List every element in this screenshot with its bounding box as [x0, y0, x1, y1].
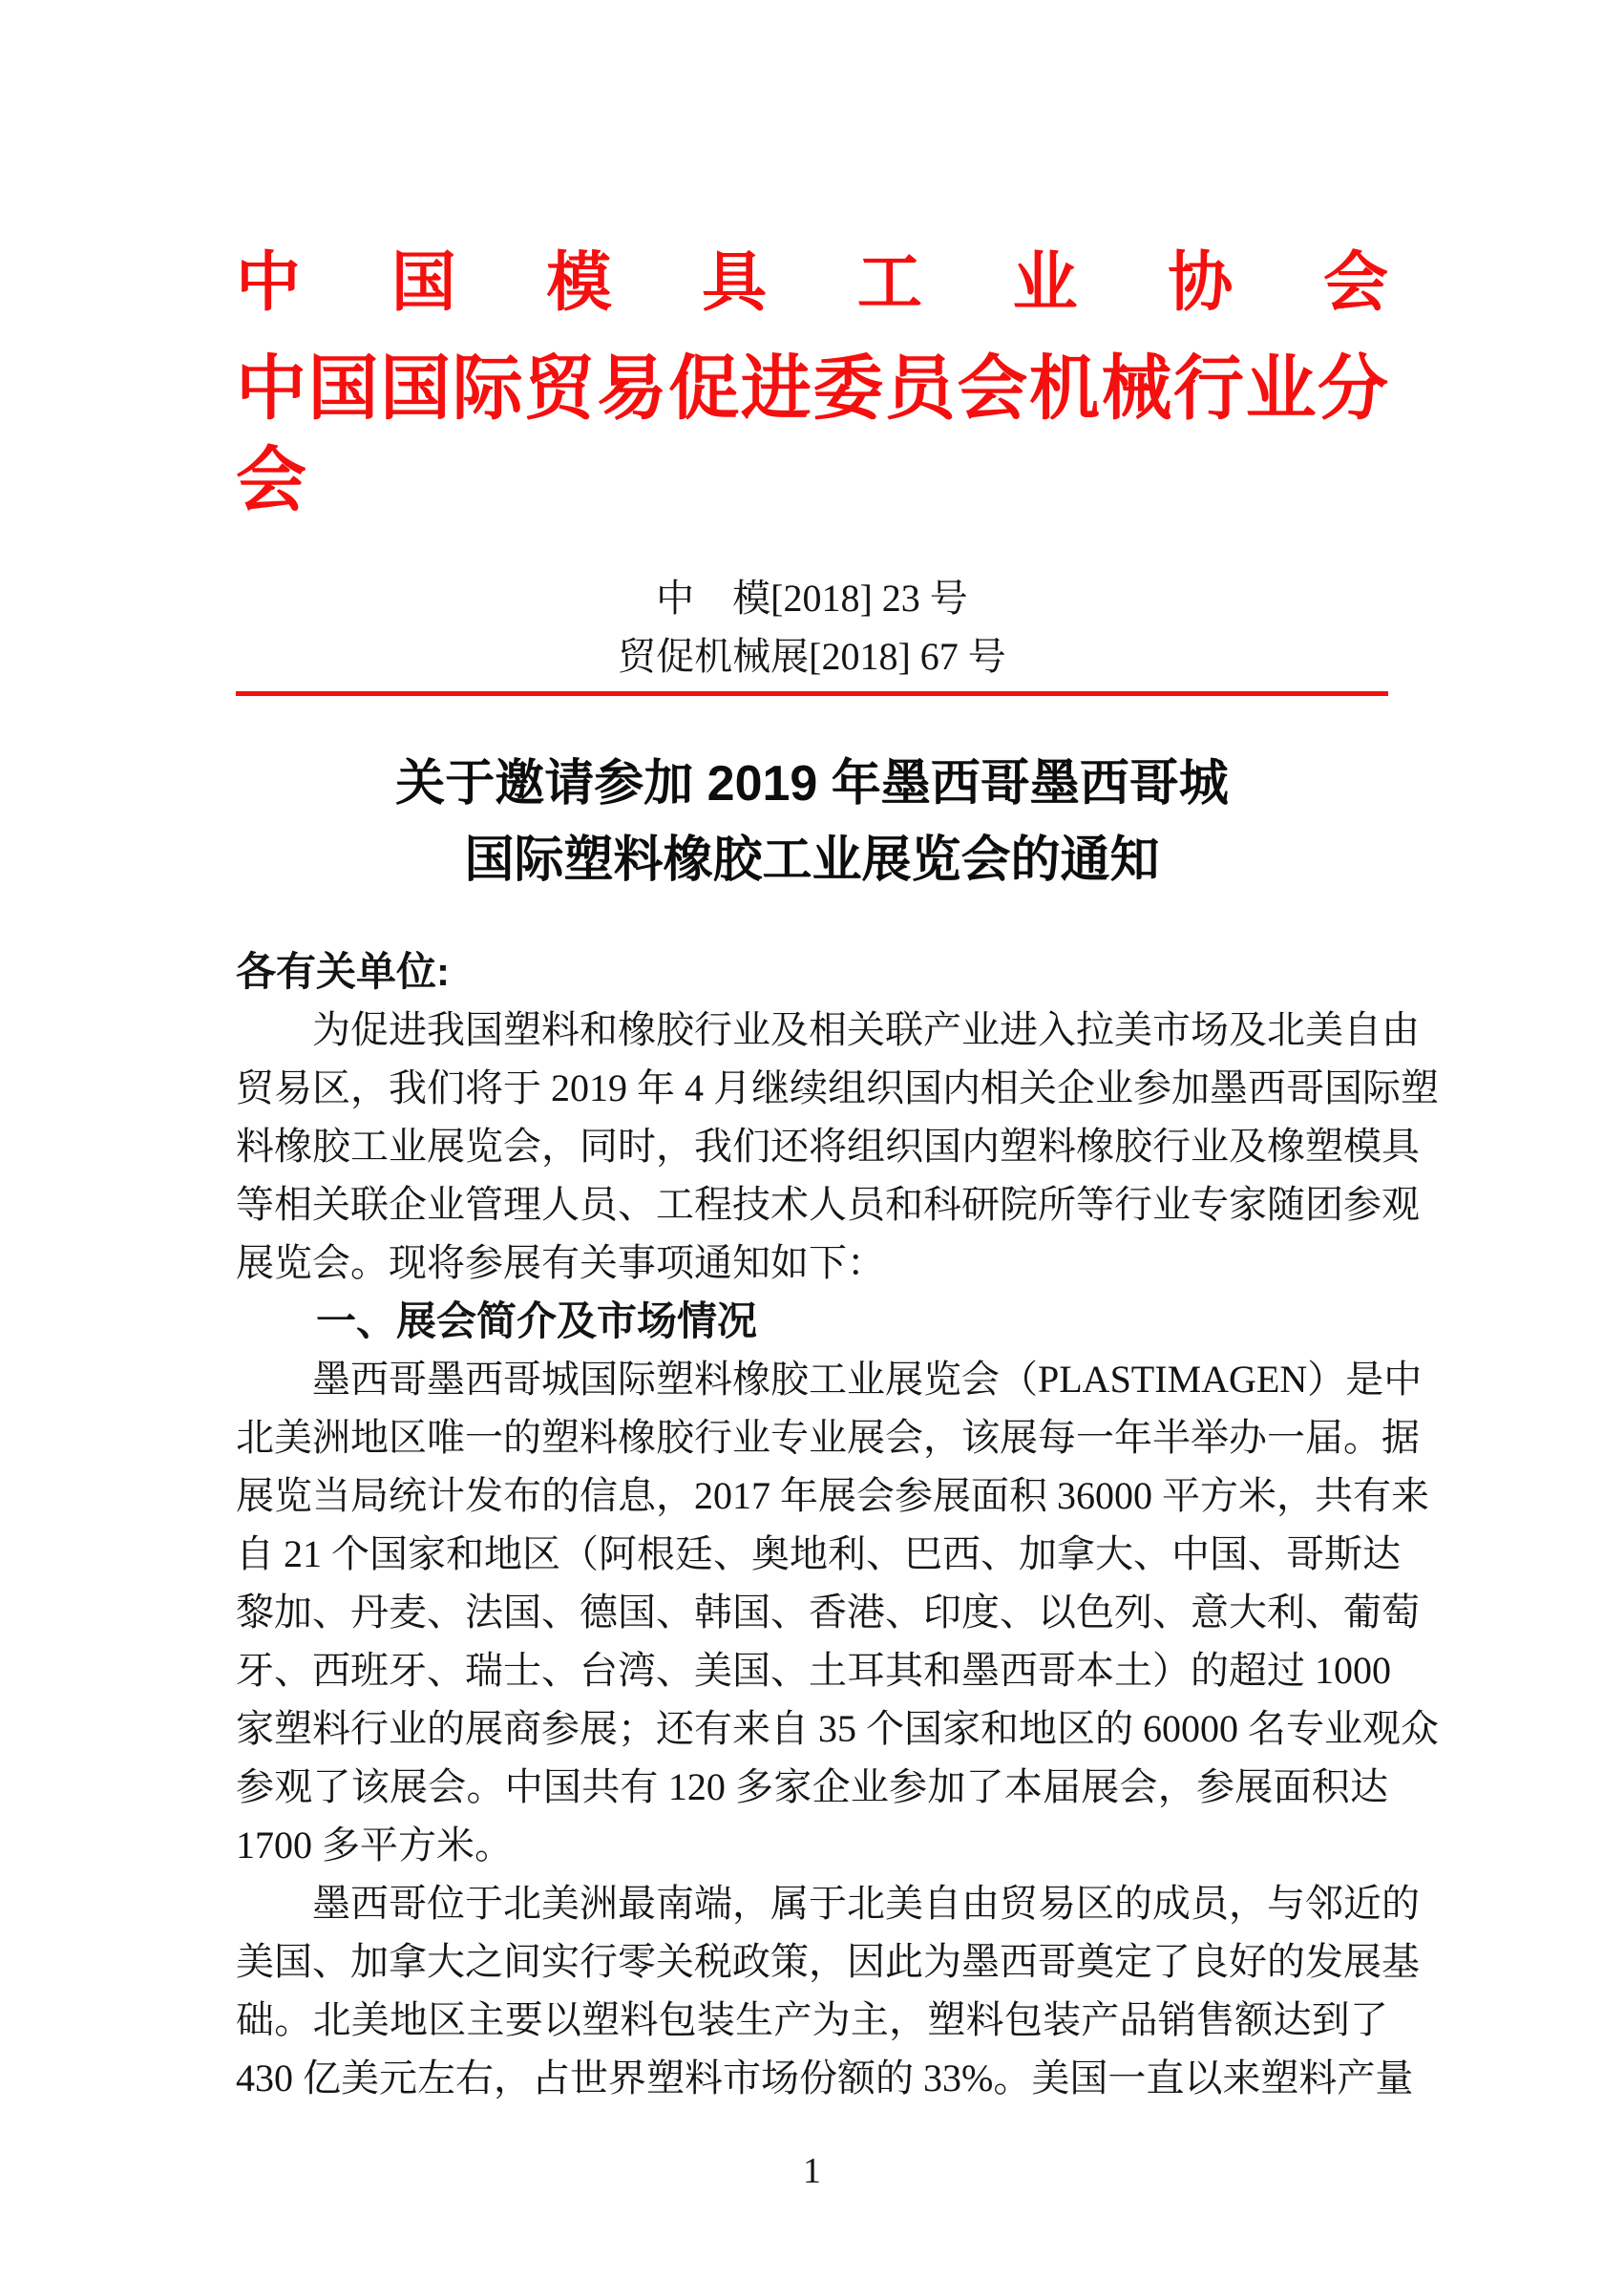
notice-title-line-1: 关于邀请参加 2019 年墨西哥墨西哥城 — [395, 756, 1229, 812]
page-number: 1 — [803, 2151, 821, 2191]
paragraph-3-line-2: 美国、加拿大之间实行零关税政策，因此为墨西哥奠定了良好的发展基 — [236, 1940, 1420, 1983]
doc-number-2: 贸促机械展[2018] 67 号 — [618, 635, 1006, 678]
red-divider-line — [236, 691, 1388, 696]
paragraph-3-line-1: 墨西哥位于北美洲最南端，属于北美自由贸易区的成员，与邻近的 — [312, 1882, 1420, 1925]
paragraph-2-line-5: 黎加、丹麦、法国、德国、韩国、香港、印度、以色列、意大利、葡萄 — [236, 1591, 1420, 1634]
paragraph-3-line-3: 础。北美地区主要以塑料包装生产为主，塑料包装产品销售额达到了 — [236, 1998, 1388, 2041]
page-footer — [236, 2149, 1388, 2193]
paragraph-3-line-4: 430 亿美元左右，占世界塑料市场份额的 33%。美国一直以来塑料产量 — [236, 2057, 1414, 2099]
doc-number-1: 中 模[2018] 23 号 — [656, 577, 968, 620]
paragraph-1-line-4: 等相关联企业管理人员、工程技术人员和科研院所等行业专家随团参观 — [236, 1183, 1420, 1226]
paragraph-1-line-5: 展览会。现将参展有关事项通知如下： — [236, 1241, 885, 1284]
document-numbers — [236, 569, 1388, 686]
paragraph-1-line-3: 料橡胶工业展览会，同时，我们还将组织国内塑料橡胶行业及橡塑模具 — [236, 1125, 1420, 1168]
paragraph-1-line-1: 为促进我国塑料和橡胶行业及相关联产业进入拉美市场及北美自由 — [312, 1008, 1420, 1051]
paragraph-2-line-1: 墨西哥墨西哥城国际塑料橡胶工业展览会（PLASTIMAGEN）是中 — [312, 1358, 1423, 1401]
salutation: 各有关单位: — [236, 949, 450, 994]
paragraph-1-line-2: 贸易区，我们将于 2019 年 4 月继续组织国内相关企业参加墨西哥国际塑 — [236, 1066, 1439, 1109]
paragraph-2-line-4: 自 21 个国家和地区（阿根廷、奥地利、巴西、加拿大、中国、哥斯达 — [236, 1532, 1401, 1575]
notice-title-line-2: 国际塑料橡胶工业展览会的通知 — [464, 833, 1160, 888]
paragraph-2-line-3: 展览当局统计发布的信息，2017 年展会参展面积 36000 平方米，共有来 — [236, 1474, 1429, 1517]
notice-title — [236, 746, 1388, 898]
section-heading-1: 一、展会简介及市场情况 — [316, 1298, 758, 1343]
paragraph-2-line-7: 家塑料行业的展商参展；还有来自 35 个国家和地区的 60000 名专业观众 — [236, 1707, 1439, 1750]
paragraph-2-line-9: 1700 多平方米。 — [236, 1824, 513, 1867]
letterhead-line-1: 中国模具工业协会 — [236, 246, 1388, 319]
paragraph-2-line-6: 牙、西班牙、瑞士、台湾、美国、土耳其和墨西哥本土）的超过 1000 — [236, 1649, 1391, 1692]
paragraph-2-line-8: 参观了该展会。中国共有 120 多家企业参加了本届展会，参展面积达 — [236, 1765, 1388, 1808]
letterhead-line-2: 中国国际贸易促进委员会机械行业分会 — [236, 350, 1388, 520]
notice-body — [236, 942, 1439, 2107]
letterhead — [236, 246, 1388, 527]
paragraph-2-line-2: 北美洲地区唯一的塑料橡胶行业专业展会，该展每一年半举办一届。据 — [236, 1416, 1420, 1459]
